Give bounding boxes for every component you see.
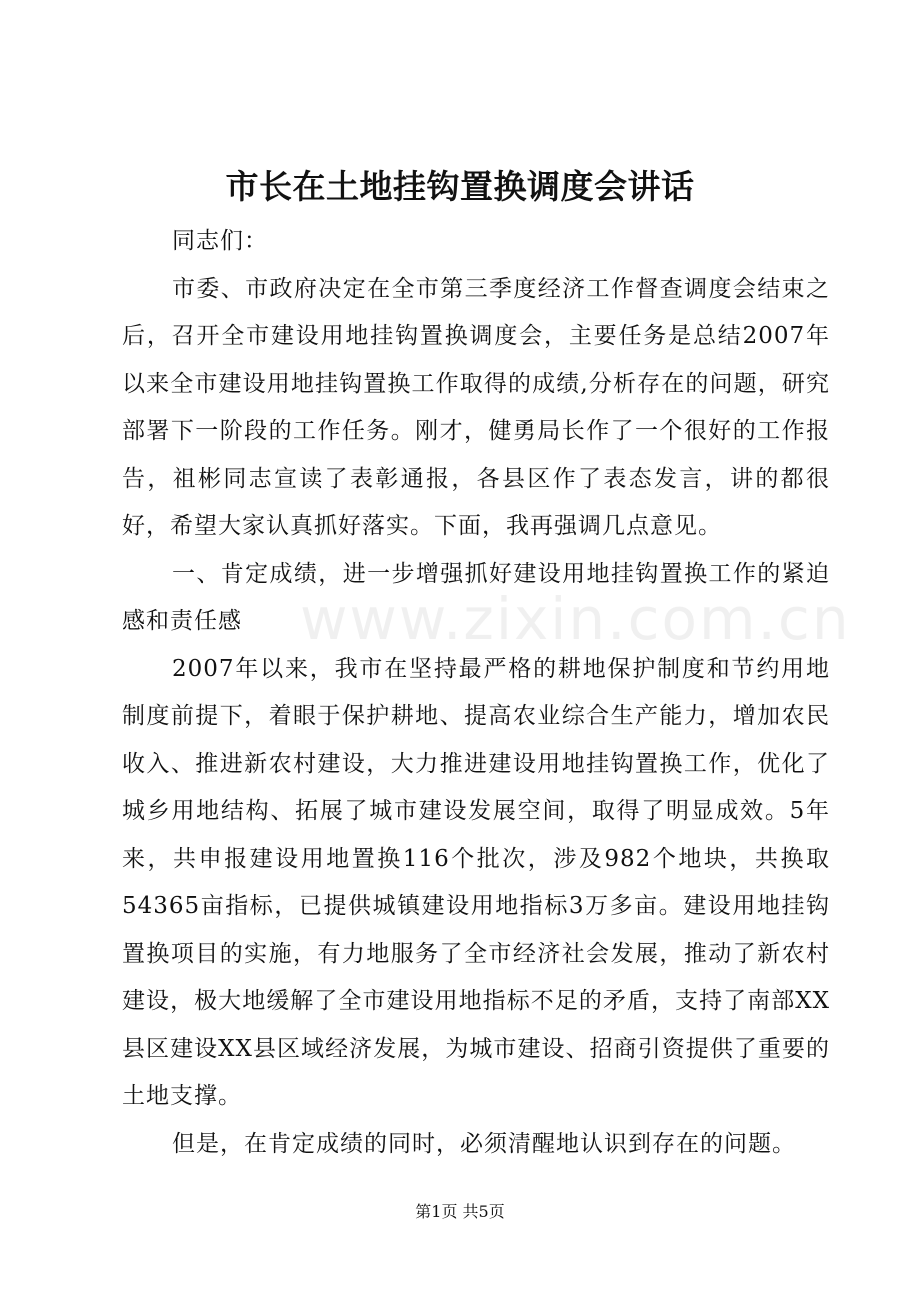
page-footer: 第1页 共5页 xyxy=(415,1202,505,1221)
section-heading-1: 一、肯定成绩，进一步增强抓好建设用地挂钩置换工作的紧迫感和责任感 xyxy=(122,560,830,634)
paragraph-intro: 市委、市政府决定在全市第三季度经济工作督查调度会结束之后，召开全市建设用地挂钩置换调度会，主要任务是总结2007年以来全市建设用地挂钩置换工作取得的成绩,分析存在的问题，研究部署下一阶段的工作任务。刚才，健勇局长作了一个很好的工作报告，祖彬同志宣读了表彰通报，各县区作了表态发言，讲的都很好，希望大家认真抓好落实。下面，我再强调几点意见。 xyxy=(122,275,830,539)
document-body xyxy=(122,218,830,1168)
paragraph-achievements: 2007年以来，我市在坚持最严格的耕地保护制度和节约用地制度前提下，着眼于保护耕地、提高农业综合生产能力，增加农民收入、推进新农村建设，大力推进建设用地挂钩置换工作，优化了城乡用地结构、拓展了城市建设发展空间，取得了明显成效。5年来，共申报建设用地置换116个批次，涉及982个地块，共换取54365亩指标，已提供城镇建设用地指标3万多亩。建设用地挂钩置换项目的实施，有力地服务了全市经济社会发展，推动了新农村建设，极大地缓解了全市建设用地指标不足的矛盾，支持了南部XX县区建设XX县区域经济发展，为城市建设、招商引资提供了重要的土地支撑。 xyxy=(122,655,830,1109)
document-title: 市长在土地挂钩置换调度会讲话 xyxy=(225,167,695,206)
paragraph-problems: 但是，在肯定成绩的同时，必须清醒地认识到存在的问题。 xyxy=(172,1130,796,1157)
watermark: www.zixin.com.cn xyxy=(300,585,851,653)
salutation: 同志们： xyxy=(172,228,268,254)
